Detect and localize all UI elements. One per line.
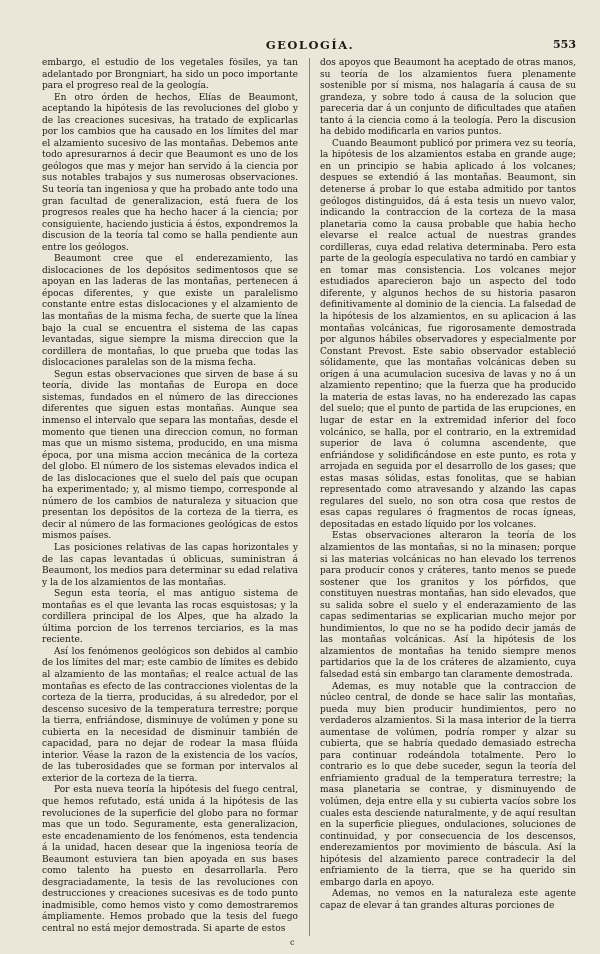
paragraph: Segun estas observaciones que sirven de base á su teoría, divide las montañas de Europa en doce sistemas, fundados en el número de las direcciones diferentes que siguen estas montañas. Aunque sea inmenso el intervalo que separa las montañas, desde el momento que tienen una direccion comun, no forman mas que un mismo sistema, producido, en una misma época, por una misma accion mecánica de la corteza del globo. El número de los sistemas elevados indica el de las dislocaciones que el suelo del país que ocupan ha experimentado; y, al mismo tiempo, corresponde al número de los cambios de naturaleza y situacion que presentan los depósitos de la corteza de la tierra, es decir al número de las formaciones geológicas de estos mismos países. xyxy=(42,369,298,542)
paragraph: Segun esta teoría, el mas antiguo sistema de montañas es el que levanta las rocas esquistosas; y la cordillera principal de los Alpes, que ha alzado la última porcion de los terrenos terciarios, es la mas reciente. xyxy=(42,589,298,646)
paragraph: Beaumont cree que el enderezamiento, las dislocaciones de los depósitos sedimentosos que se apoyan en las laderas de las montañas, pertenecen á épocas diferentes, y que existe un paralelismo constante entre estas dislocaciones y el alzamiento de las montañas de la misma fecha, de suerte que la línea bajo la cual se encuentra el sistema de las capas levantadas, sigue siempre la misma direccion que la cordillera de montañas, lo que prueba que todas las dislocaciones paralelas son de la misma fecha. xyxy=(42,254,298,369)
paragraph: Las posiciones relativas de las capas horizontales y de las capas levantadas ú oblicuas, suministran á Beaumont, los medios para determinar su edad relativa y la de los alzamientos de las montañas. xyxy=(42,542,298,588)
page-header xyxy=(42,38,578,54)
paragraph: Ademas, es muy notable que la contraccion de núcleo central, de donde se hace salir las montañas, pueda muy bien producir hundimientos, pero no verdaderos alzamientos. Si la masa interior de la tierra aumentase de volúmen, podría romper y alzar su cubierta, que se habría quedado demasiado estrecha para continuar rodeándola totalmente. Pero lo contrario es lo que debe suceder, segun la teoría del enfriamiento gradual de la temperatura terrestre; la masa planetaria se contrae, y disminuyendo de volúmen, deja entre ella y su cubierta vacíos sobre los cuales esta desciende naturalmente, y de aquí resultan en la superficie pliegues, ondulaciones, soluciones de continuidad, y por consecuencia de los descensos, enderezamientos por movimiento de báscula. Así la hipótesis del alzamiento parece contradecir la del enfriamiento de la tierra, que se ha querido sin embargo darla en apoyo. xyxy=(320,681,576,888)
paragraph: embargo, el estudio de los vegetales fósiles, ya tan adelantado por Brongniart, ha sido un poco importante para el progreso real de la geología. xyxy=(42,58,298,92)
paragraph: Así los fenómenos geológicos son debidos al cambio de los límites del mar; este cambio de límites es debido al alzamiento de las montañas; el realce actual de las montañas es efecto de las contracciones violentas de la corteza de la tierra, producidas, á su alrededor, por el descenso sucesivo de la temperatura terrestre; porque la tierra, enfriándose, disminuye de volúmen y pone su cubierta en la necesidad de disminuir también de capacidad, para no dejar de rodear la masa flúida interior. Véase la razon de la existencia de los vacíos, de las tuberosidades que se forman por intervalos al exterior de la corteza de la tierra. xyxy=(42,646,298,784)
paragraph: dos apoyos que Beaumont ha aceptado de otras manos, su teoría de los alzamientos fuera plenamente sostenible por sí misma, nos halagaría á causa de su grandeza, y sobre todo á causa de la solucion que pareceria dar á un conjunto de dificultades que atañen tanto á la ciencia como á la teología. Pero la discusion ha debido modificarla en varios puntos. xyxy=(320,58,576,138)
paragraph: Ademas, no vemos en la naturaleza este agente capaz de elevar á tan grandes alturas porciones de xyxy=(320,889,576,911)
paragraph: Estas observaciones alteraron la teoría de los alzamientos de las montañas, si no la minasen; porque si las materias volcánicas no han elevado los terrenos para producir conos y cráteres, tanto menos se puede sostener que los granitos y los pórfidos, que constituyen nuestras montañas, han sido elevados, que su salida sobre el suelo y el enderazamiento de las capas sedimentarias se explicarian mucho mejor por hundimientos, lo que no se ha podido decir jamás de las montañas volcánicas. Así la hipótesis de los alzamientos de montañas ha tenido siempre menos partidarios que la de los cráteres de alzamiento, cuya falsedad está sin embargo tan claramente demostrada. xyxy=(320,531,576,680)
right-column xyxy=(320,58,576,938)
left-column xyxy=(42,58,298,938)
signature-mark: c xyxy=(290,938,295,947)
paragraph: Cuando Beaumont publicó por primera vez su teoría, la hipótesis de los alzamientos estaba en grande auge; en un principio se habia aplicado á los volcanes; despues se extendió á las montañas. Beaumont, sin detenerse á probar lo que estaba admitido por tantos geólogos distinguidos, dá á esta tesis un nuevo valor, indicando la contraccion de la corteza de la masa planetaria como la causa probable que habia hecho elevarse el realce actual de nuestras grandes cordilleras, cuya edad relativa determinaba. Pero esta parte de la geología especulativa no tardó en cambiar y en tomar mas consistencia. Los volcanes mejor estudiados aparecieron bajo un aspecto del todo diferente, y algunos hechos de su historia pasaron definitivamente al dominio de la ciencia. La falsedad de la hipótesis de los alzamientos, en su aplicacion á las montañas volcánicas, fue rigorosamente demostrada por algunos hábiles observadores y especialmente por Constant Prevost. Este sabio observador estableció sólidamente, que las montañas volcánicas deben su orígen á una acumulacion sucesiva de lavas y no á un alzamiento repentino; que la fuerza que ha producido la materia de estas lavas, no ha enderezado las capas del suelo; que el punto de partida de las erupciones, en lugar de estar en la extremidad inferior del foco volcánico, se halla, por el contrario, en la extremidad superior de lava ó columna ascendente, que enfriándose y solidificándose en este punto, es rota y arrojada en seguida por el desarrollo de los gases; que estas masas sólidas, estas fonolitas, que se habian representado como atravesando y alzando las capas regulares del suelo, no son otra cosa que restos de esas capas regulares ó fragmentos de rocas ígneas, depositadas en estado líquido por los volcanes. xyxy=(320,138,576,530)
column-divider xyxy=(309,58,310,936)
paragraph: Por esta nueva teoría la hipótesis del fuego central, que hemos refutado, está unida á la hipótesis de las revoluciones de la superficie del globo para no formar mas que un todo. Seguramente, esta generalizacion, este encadenamiento de los fenómenos, esta tendencia á la unidad, hacen desear que la ingeniosa teoría de Beaumont estuviera tan bien apoyada en sus bases como talento ha puesto en desarrollarla. Pero desgraciadamente, la tesis de las revoluciones con destrucciones y creaciones sucesivas es de todo punto inadmisible, como hemos visto y como demostraremos ámpliamente. Hemos probado que la tesis del fuego central no está mejor demostrada. Si aparte de estos xyxy=(42,785,298,935)
running-title: GEOLOGÍA. xyxy=(265,38,355,52)
text-columns xyxy=(42,58,578,938)
page-number: 553 xyxy=(553,38,576,51)
paragraph: En otro órden de hechos, Elías de Beaumont, aceptando la hipótesis de las revoluciones del globo y de las creaciones sucesivas, ha tratado de explicarlas por los cambios que ha causado en los límites del mar el alzamiento sucesivo de las montañas. Debemos ante todo apresurarnos á decir que Beaumont es uno de los geólogos que mas y mejor han servido á la ciencia por sus notables trabajos y sus numerosas observaciones. Su teoría tan ingeniosa y que ha probado ante todo una gran facultad de generalizacion, está fuera de los progresos reales que ha hecho hacer á la ciencia; por consiguiente, haciendo justicia á éstos, expondremos la discusion de la teoría tal como se halla pendiente aun entre los geólogos. xyxy=(42,92,298,253)
